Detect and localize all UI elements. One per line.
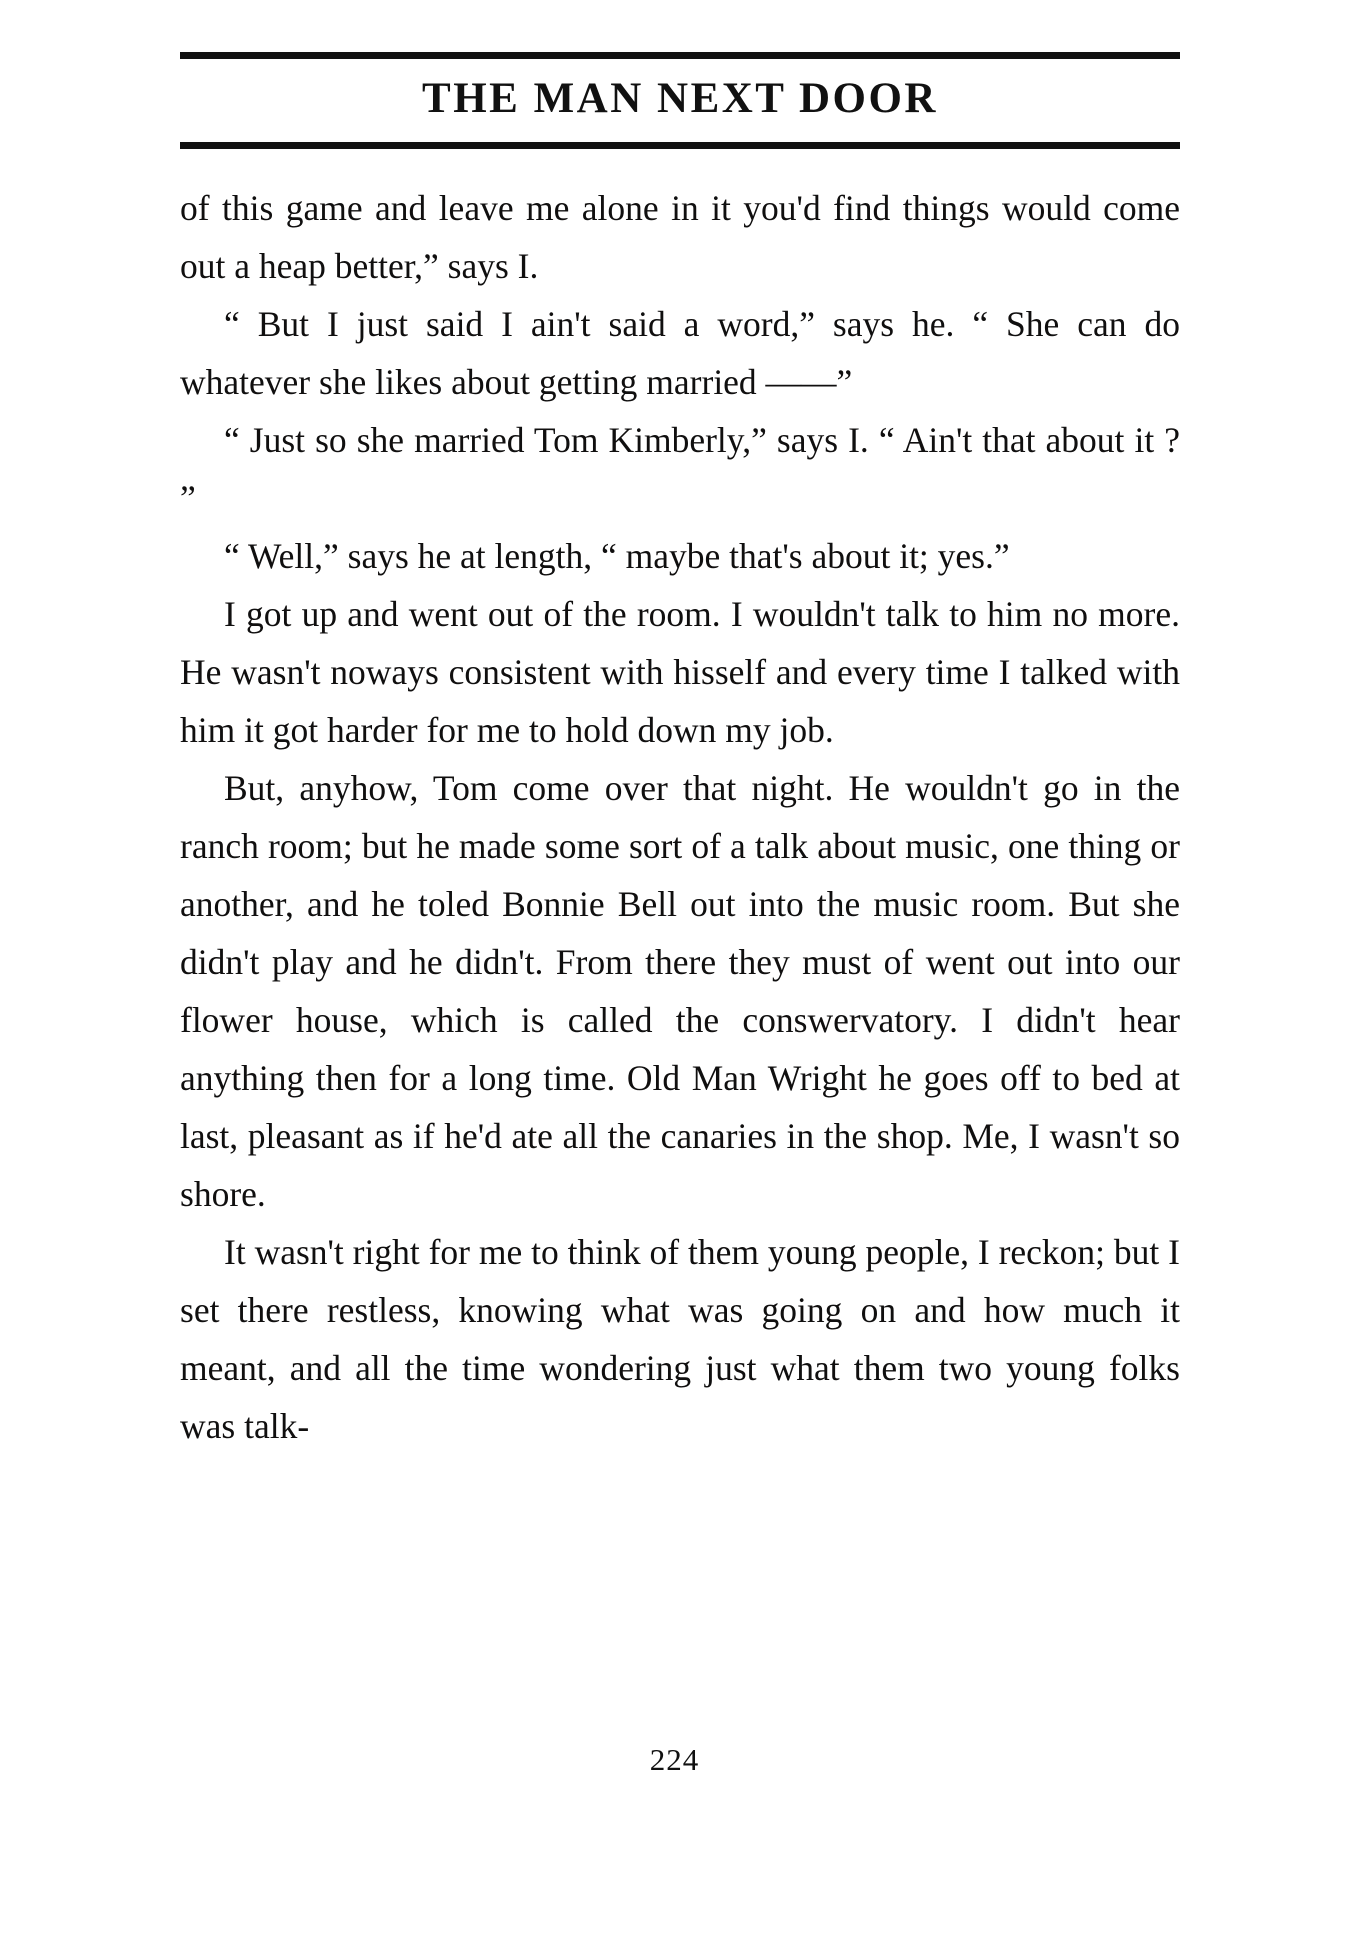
- header-rule-bottom: [180, 142, 1180, 149]
- paragraph: But, anyhow, Tom come over that night. He wouldn't go in the ranch room; but he made some sort of a talk about music, one thing or another, and he toled Bonnie Bell out into the music room. But she didn't play and he didn't. From there they must of went out into our flower house, which is called the conswervatory. I didn't hear anything then for a long time. Old Man Wright he goes off to bed at last, pleasant as if he'd ate all the canaries in the shop. Me, I wasn't so shore.: [180, 768, 1180, 1214]
- paragraph: It wasn't right for me to think of them young people, I reckon; but I set there restless, knowing what was going on and how much it meant, and all the time wondering just what them two young folks was talk-: [180, 1232, 1180, 1446]
- paragraph: “ But I just said I ain't said a word,” says he. “ She can do whatever she likes about getting married ——”: [180, 304, 1180, 402]
- paragraph: “ Just so she married Tom Kimberly,” says I. “ Ain't that about it ? ”: [180, 420, 1180, 518]
- paragraph: of this game and leave me alone in it you'd find things would come out a heap better,” says I.: [180, 188, 1180, 286]
- paragraph: “ Well,” says he at length, “ maybe that's about it; yes.”: [224, 536, 1010, 576]
- page-number: 224: [649, 1742, 700, 1777]
- body-text: [180, 179, 1180, 1455]
- running-head: THE MAN NEXT DOOR: [422, 75, 938, 122]
- header-rule-top: [180, 52, 1180, 59]
- paragraph: I got up and went out of the room. I wouldn't talk to him no more. He wasn't noways consistent with hisself and every time I talked with him it got harder for me to hold down my job.: [180, 594, 1180, 750]
- page-content: [180, 52, 1180, 1455]
